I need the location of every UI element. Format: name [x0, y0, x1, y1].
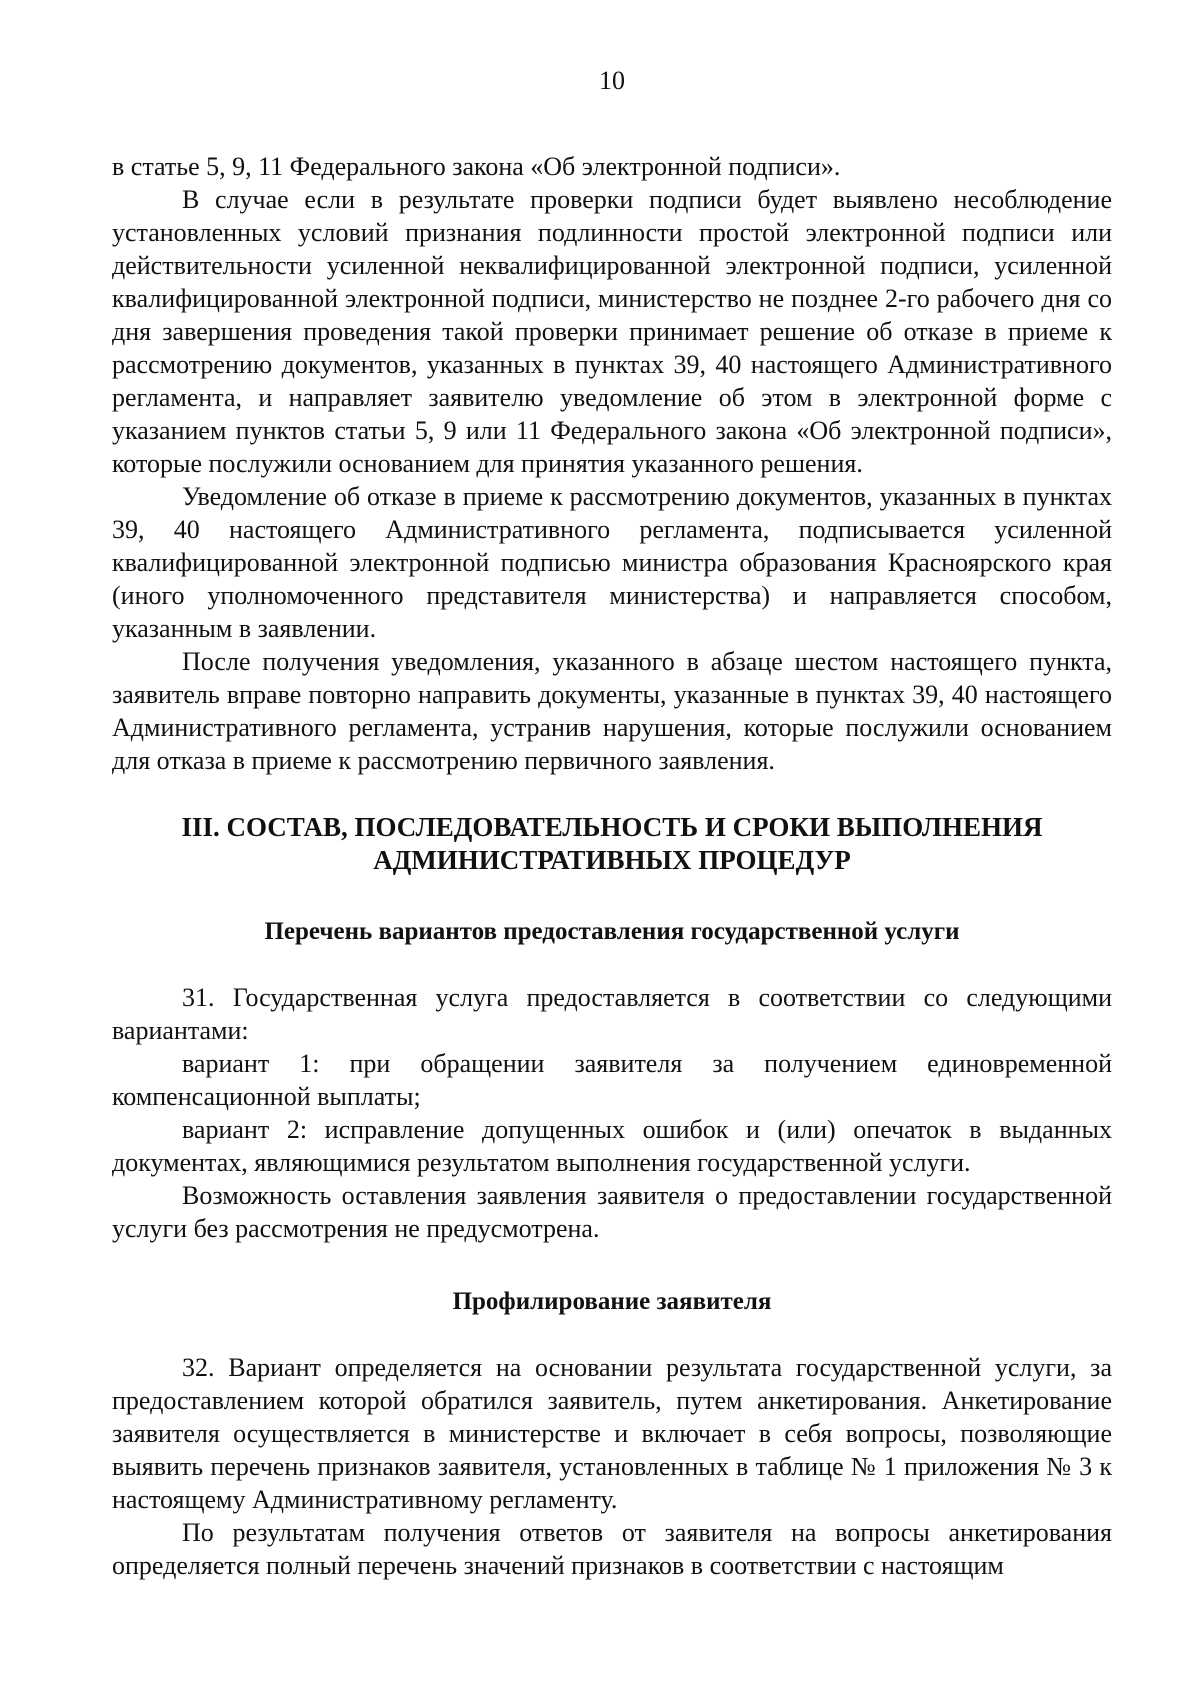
paragraph-continuation: в статье 5, 9, 11 Федерального закона «Об электронной подписи». [112, 152, 841, 181]
paragraph-resubmission: После получения уведомления, указанного в абзаце шестом настоящего пункта, заявитель вправе повторно направить документы, указанные в пунктах 39, 40 настоящего Административного регламента, устранив нарушения, которые послужили основанием для отказа в приеме к рассмотрению первичного заявления. [112, 647, 1112, 775]
paragraph-item-31: 31. Государственная услуга предоставляется в соответствии со следующими вариантами: [112, 983, 1112, 1045]
page-number: 10 [599, 66, 625, 95]
subsection-heading-profiling: Профилирование заявителя [452, 1288, 772, 1315]
subsection-heading-variants: Перечень вариантов предоставления государственной услуги [264, 918, 960, 945]
paragraph-no-leaving: Возможность оставления заявления заявителя о предоставлении государственной услуги без рассмотрения не предусмотрена. [112, 1181, 1112, 1243]
document-body [112, 150, 1112, 1582]
paragraph-refusal-notice: Уведомление об отказе в приеме к рассмотрению документов, указанных в пунктах 39, 40 настоящего Административного регламента, подписывается усиленной квалифицированной электронной подписью министра образования Красноярского края (иного уполномоченного представителя министерства) и направляется способом, указанным в заявлении. [112, 482, 1112, 643]
paragraph-item-32: 32. Вариант определяется на основании результата государственной услуги, за предоставлением которой обратился заявитель, путем анкетирования. Анкетирование заявителя осуществляется в министерстве и включает в себя вопросы, позволяющие выявить перечень признаков заявителя, установленных в таблице № 1 приложения № 3 к настоящему Административному регламенту. [112, 1353, 1112, 1514]
paragraph-signature-check: В случае если в результате проверки подписи будет выявлено несоблюдение установленных условий признания подлинности простой электронной подписи или действительности усиленной неквалифицированной электронной подписи, усиленной квалифицированной электронной подписи, министерство не позднее 2-го рабочего дня со дня завершения проведения такой проверки принимает решение об отказе в приеме к рассмотрению документов, указанных в пунктах 39, 40 настоящего Административного регламента, и направляет заявителю уведомление об этом в электронной форме с указанием пунктов статьи 5, 9 или 11 Федерального закона «Об электронной подписи», которые послужили основанием для принятия указанного решения. [112, 185, 1112, 478]
section-title [112, 811, 1112, 877]
paragraph-variant-2: вариант 2: исправление допущенных ошибок и (или) опечаток в выданных документах, являющимися результатом выполнения государственной услуги. [112, 1115, 1112, 1177]
section-title-line-2: АДМИНИСТРАТИВНЫХ ПРОЦЕДУР [373, 845, 851, 875]
paragraph-survey-results: По результатам получения ответов от заявителя на вопросы анкетирования определяется полный перечень значений признаков в соответствии с настоящим [112, 1518, 1112, 1580]
section-title-line-1: III. СОСТАВ, ПОСЛЕДОВАТЕЛЬНОСТЬ И СРОКИ ВЫПОЛНЕНИЯ [181, 812, 1043, 842]
paragraph-variant-1: вариант 1: при обращении заявителя за получением единовременной компенсационной выплаты; [112, 1049, 1112, 1111]
